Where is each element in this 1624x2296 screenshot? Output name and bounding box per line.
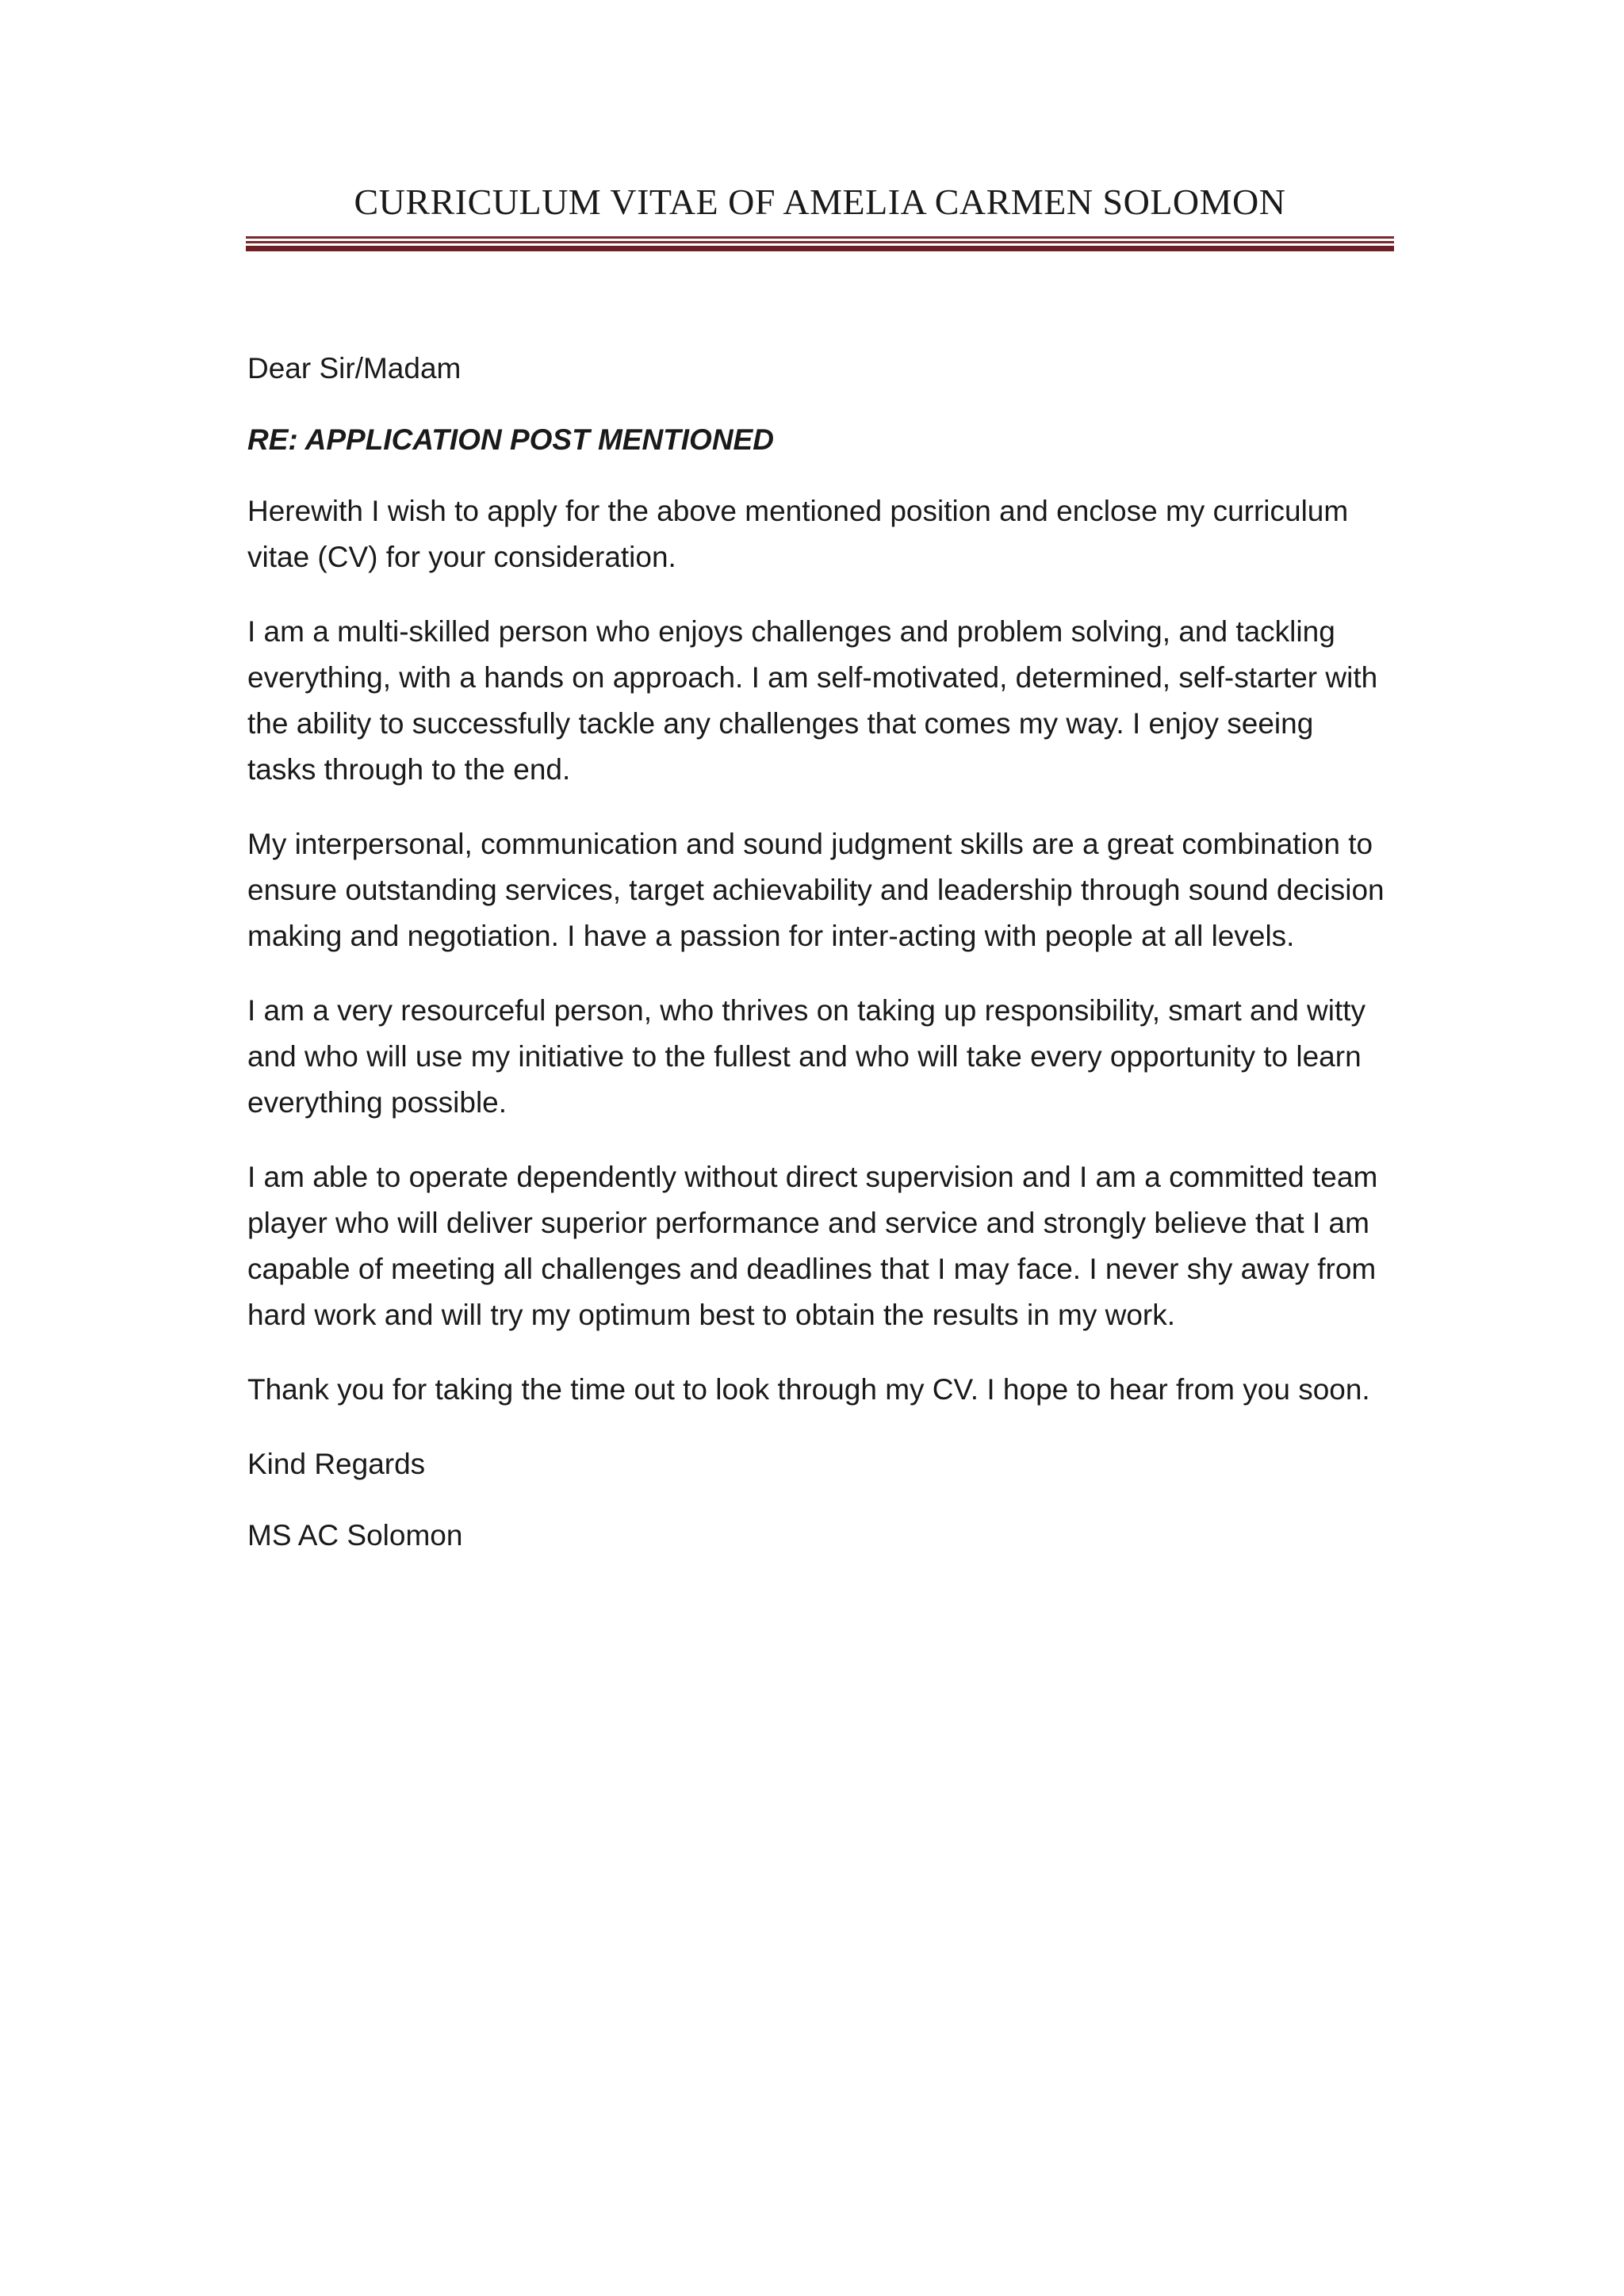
- signature-name: MS AC Solomon: [247, 1519, 463, 1552]
- paragraph: Thank you for taking the time out to look through my CV. I hope to hear from you soon.: [247, 1373, 1370, 1406]
- paragraph: Herewith I wish to apply for the above mentioned position and enclose my curriculum vitae (CV) for your consideration.: [247, 495, 1349, 573]
- header-divider: [246, 236, 1394, 254]
- header-divider-thick-line: [246, 246, 1394, 251]
- paragraph: I am able to operate dependently without direct supervision and I am a committed team player who will deliver superior performance and service and strongly believe that I am capable of meeting all challenges and deadlines that I may face. I never shy away from hard work and will try my optimum best to obtain the results in my work.: [247, 1161, 1378, 1331]
- header-divider-thin-line: [246, 236, 1394, 239]
- paragraph: I am a very resourceful person, who thrives on taking up responsibility, smart and witty and who will use my initiative to the fullest and who will take every opportunity to learn everything possible.: [247, 994, 1366, 1119]
- subject-line: RE: APPLICATION POST MENTIONED: [247, 423, 774, 456]
- header-divider-thin-line: [246, 241, 1394, 243]
- paragraph: I am a multi-skilled person who enjoys challenges and problem solving, and tackling everything, with a hands on approach. I am self-motivated, determined, self-starter with the ability to successfully tackle any challenges that comes my way. I enjoy seeing tasks through to the end.: [247, 615, 1378, 786]
- closing: Kind Regards: [247, 1448, 426, 1480]
- letter-body: [247, 346, 1389, 1587]
- page-title: CURRICULUM VITAE OF AMELIA CARMEN SOLOMON: [354, 182, 1286, 222]
- paragraph: My interpersonal, communication and sound judgment skills are a great combination to ensure outstanding services, target achievability and leadership through sound decision making and negotiation. I have a passion for inter-acting with people at all levels.: [247, 828, 1385, 952]
- salutation: Dear Sir/Madam: [247, 352, 462, 385]
